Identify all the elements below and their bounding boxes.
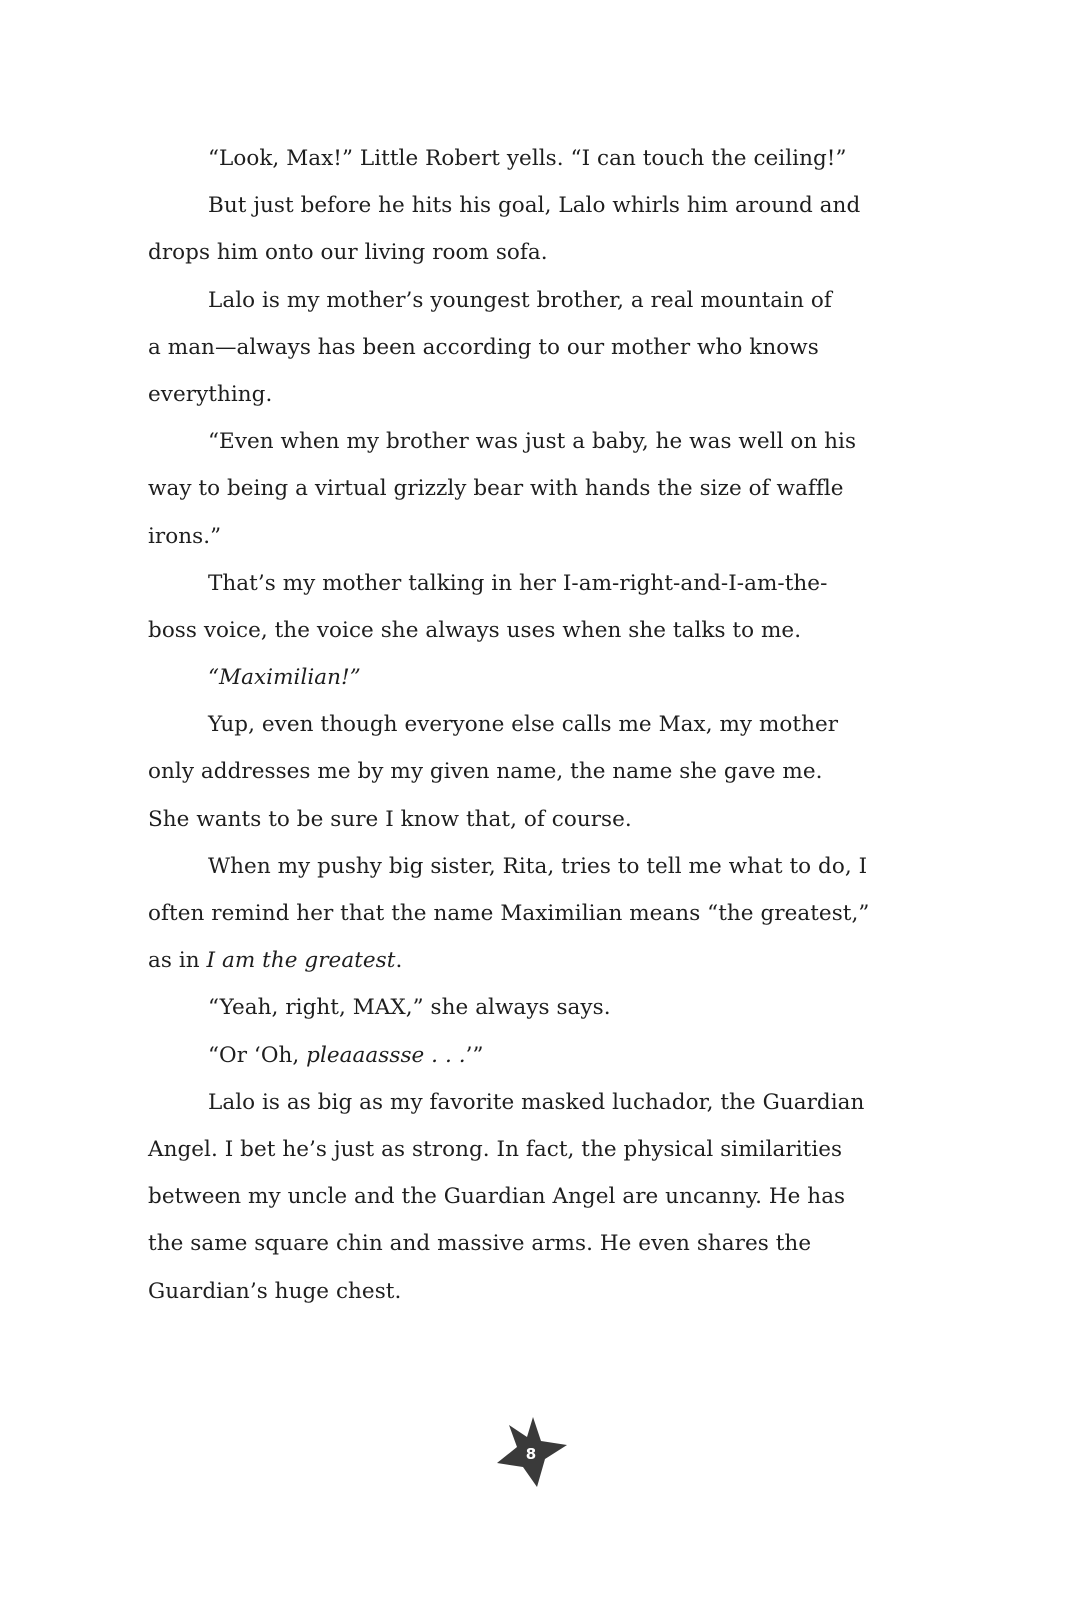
text-run: ’” — [465, 1042, 484, 1068]
text-line: That’s my mother talking in her I-am-right-and-I-am-the- — [208, 570, 828, 596]
italic-text: pleaaassse . . . — [306, 1042, 466, 1068]
text-line: boss voice, the voice she always uses when she talks to me. — [148, 617, 802, 643]
italic-text: “Maximilian!” — [208, 665, 361, 691]
text-line-mixed — [148, 1032, 918, 1079]
page-number-badge — [493, 1415, 569, 1491]
text-run: as in — [148, 948, 207, 974]
text-line: When my pushy big sister, Rita, tries to tell me what to do, I — [208, 853, 868, 879]
text-line: a man—always has been according to our mother who knows — [148, 334, 819, 360]
text-line: But just before he hits his goal, Lalo whirls him around and — [208, 193, 861, 219]
text-line: Lalo is my mother’s youngest brother, a real mountain of — [208, 287, 832, 313]
text-line: Angel. I bet he’s just as strong. In fact, the physical similarities — [148, 1136, 843, 1162]
text-line: everything. — [148, 381, 273, 407]
text-line-mixed — [148, 937, 918, 984]
text-line: often remind her that the name Maximilian means “the greatest,” — [148, 901, 870, 926]
text-line: irons.” — [148, 523, 222, 549]
italic-text: I am the greatest — [206, 948, 396, 974]
text-line-italic — [148, 654, 918, 701]
text-line: She wants to be sure I know that, of course. — [148, 806, 632, 832]
text-line: Lalo is as big as my favorite masked luchador, the Guardian — [208, 1089, 865, 1115]
text-line: between my uncle and the Guardian Angel are uncanny. He has — [148, 1184, 846, 1210]
text-line: “Even when my brother was just a baby, he was well on his — [208, 429, 857, 455]
text-line: “Look, Max!” Little Robert yells. “I can touch the ceiling!” — [208, 146, 847, 171]
text-line: drops him onto our living room sofa. — [148, 240, 548, 266]
text-run: “Or ‘Oh, — [208, 1042, 307, 1068]
text-line: Guardian’s huge chest. — [148, 1278, 402, 1304]
text-line: way to being a virtual grizzly bear with hands the size of waffle — [148, 476, 844, 502]
text-line: Yup, even though everyone else calls me Max, my mother — [208, 712, 839, 738]
page-number: 8 — [525, 1445, 537, 1463]
page-body — [148, 135, 918, 1315]
text-line: the same square chin and massive arms. He even shares the — [148, 1231, 812, 1257]
text-line: “Yeah, right, MAX,” she always says. — [208, 995, 611, 1021]
text-line: only addresses me by my given name, the name she gave me. — [148, 759, 823, 785]
text-run: . — [395, 948, 403, 974]
